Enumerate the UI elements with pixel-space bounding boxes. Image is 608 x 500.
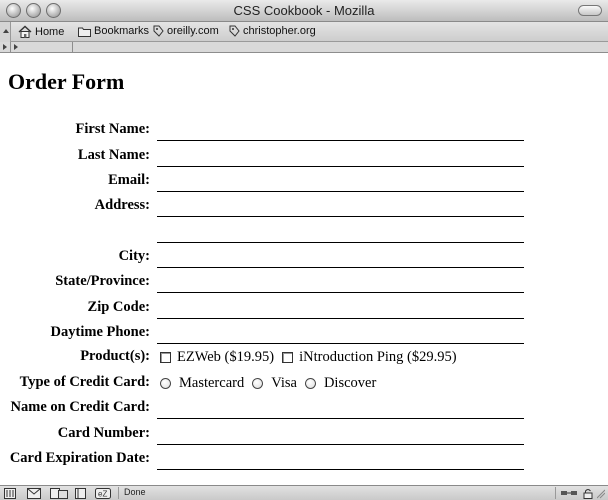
- introduction-ping-checkbox[interactable]: [282, 352, 293, 363]
- address-line2-field[interactable]: [157, 225, 524, 243]
- zip-label: Zip Code:: [87, 299, 150, 315]
- folder-icon: [78, 26, 91, 37]
- toolbar-bookmarks-label: Bookmarks: [94, 25, 150, 37]
- expand-toolbar-grip[interactable]: [11, 42, 73, 52]
- status-bar: [0, 485, 608, 500]
- ezweb-label: EZWeb ($19.95): [177, 349, 275, 365]
- city-label: City:: [118, 248, 150, 264]
- address-label: Address:: [94, 197, 150, 213]
- toolbar-home-label: Home: [35, 25, 65, 38]
- last-name-label: Last Name:: [77, 147, 150, 163]
- visa-label: Visa: [271, 375, 297, 391]
- products-row: [0, 342, 608, 368]
- card-exp-field[interactable]: [157, 452, 524, 470]
- home-icon: [18, 25, 32, 38]
- card-type-options: [160, 374, 384, 392]
- address-line1-field[interactable]: [157, 199, 524, 217]
- city-row: [0, 242, 608, 268]
- card-name-field[interactable]: [157, 401, 524, 419]
- discover-label: Discover: [323, 375, 377, 391]
- card-number-label: Card Number:: [57, 425, 150, 441]
- mastercard-label: Mastercard: [179, 375, 245, 391]
- card-exp-row: [0, 444, 608, 470]
- bookmark-icon: [153, 25, 164, 37]
- card-type-row: [0, 368, 608, 394]
- zip-row: [0, 293, 608, 319]
- address-book-icon[interactable]: [75, 488, 86, 499]
- card-exp-label: Card Expiration Date:: [9, 450, 150, 466]
- discover-radio[interactable]: [305, 378, 316, 389]
- state-row: [0, 267, 608, 293]
- card-name-row: [0, 393, 608, 419]
- card-number-field[interactable]: [157, 427, 524, 445]
- toolbar-christopher-link[interactable]: [229, 25, 316, 37]
- email-row: [0, 166, 608, 192]
- email-label: Email:: [108, 172, 150, 188]
- last-name-field[interactable]: [157, 149, 524, 167]
- toolbar-christopher-label: christopher.org: [243, 25, 316, 37]
- product-option-introduction-ping[interactable]: [282, 348, 456, 366]
- card-name-label: Name on Credit Card:: [10, 399, 150, 415]
- card-type-label: Type of Credit Card:: [19, 374, 150, 390]
- lock-icon[interactable]: [583, 488, 593, 499]
- first-name-label: First Name:: [75, 121, 150, 137]
- expand-toolbar-grip[interactable]: [0, 42, 11, 52]
- navigator-icon[interactable]: [4, 488, 16, 499]
- toolbar-oreilly-link[interactable]: [153, 25, 219, 37]
- zip-field[interactable]: [157, 301, 524, 319]
- composer-icon[interactable]: [50, 488, 68, 499]
- first-name-row: [0, 115, 608, 141]
- svg-text:eZ: eZ: [98, 489, 108, 499]
- product-option-ezweb[interactable]: [160, 348, 274, 366]
- page-title: Order Form: [8, 69, 125, 94]
- city-field[interactable]: [157, 250, 524, 268]
- window-title: CSS Cookbook - Mozilla: [233, 3, 375, 18]
- state-label: State/Province:: [55, 273, 150, 289]
- toolbar-home-button[interactable]: [18, 25, 64, 38]
- page-content: [0, 53, 608, 485]
- card-number-row: [0, 419, 608, 445]
- status-text: Done: [124, 487, 146, 497]
- resize-grip-icon[interactable]: [597, 488, 605, 499]
- state-field[interactable]: [157, 275, 524, 293]
- address-line2-row: [0, 217, 608, 243]
- visa-radio[interactable]: [252, 378, 263, 389]
- chat-icon[interactable]: [95, 488, 111, 499]
- card-type-option-visa[interactable]: [252, 374, 297, 392]
- toolbar-collapse-grip[interactable]: [0, 22, 11, 42]
- card-type-option-mastercard[interactable]: [160, 374, 244, 392]
- products-options: [160, 348, 465, 366]
- products-label: Product(s):: [80, 348, 150, 364]
- first-name-field[interactable]: [157, 123, 524, 141]
- address-row: [0, 191, 608, 217]
- window-title-bar: [0, 0, 608, 22]
- mastercard-radio[interactable]: [160, 378, 171, 389]
- collapsed-toolbar-strip: [0, 42, 608, 53]
- status-separator: [118, 487, 119, 499]
- toolbar-toggle-button[interactable]: [578, 5, 602, 16]
- toolbar-bookmarks-button[interactable]: [78, 25, 149, 37]
- email-field[interactable]: [157, 174, 524, 192]
- introduction-ping-label: iNtroduction Ping ($29.95): [299, 349, 457, 365]
- personal-toolbar: [0, 22, 608, 42]
- phone-row: [0, 318, 608, 344]
- ezweb-checkbox[interactable]: [160, 352, 171, 363]
- card-type-option-discover[interactable]: [305, 374, 376, 392]
- phone-label: Daytime Phone:: [50, 324, 150, 340]
- status-separator: [555, 487, 556, 499]
- last-name-row: [0, 141, 608, 167]
- online-connection-icon[interactable]: [560, 488, 578, 498]
- toolbar-oreilly-label: oreilly.com: [167, 25, 219, 37]
- bookmark-icon: [229, 25, 240, 37]
- mail-icon[interactable]: [27, 488, 41, 499]
